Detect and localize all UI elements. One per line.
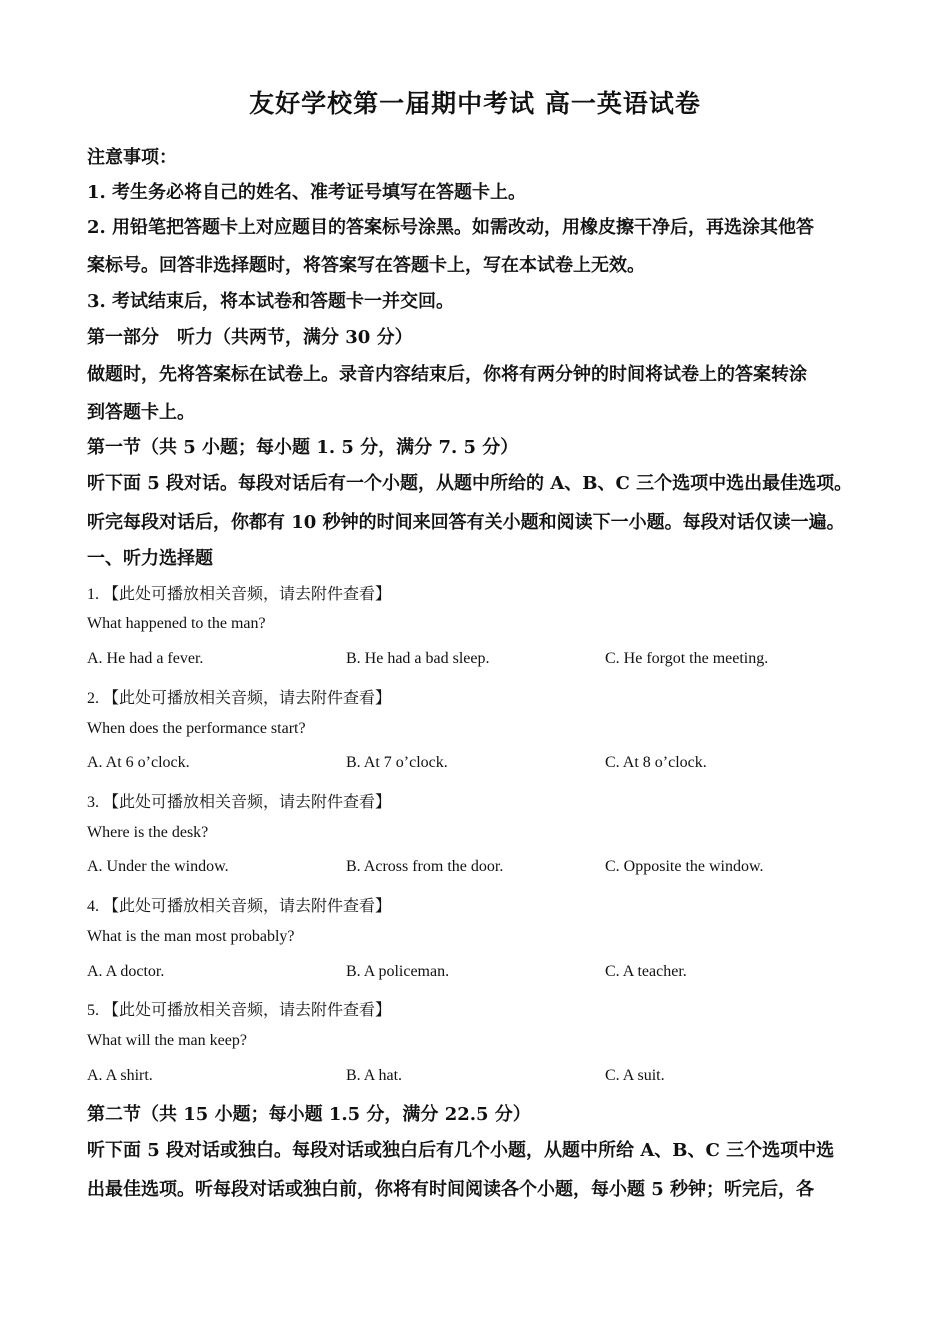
note-item: 案标号。回答非选择题时，将答案写在答题卡上，写在本试卷上无效。	[87, 255, 645, 276]
question-stem: What is the man most probably?	[87, 928, 295, 945]
section2-intro: 出最佳选项。听每段对话或独白前，你将有时间阅读各个小题，每小题 5 秒钟；听完后，各	[87, 1179, 815, 1200]
option-b: B. He had a bad sleep.	[346, 650, 490, 667]
option-b: B. A policeman.	[346, 963, 450, 980]
option-b: B. Across from the door.	[346, 858, 504, 875]
option-c: C. Opposite the window.	[605, 858, 764, 875]
part1-heading: 第一部分 听力（共两节，满分 30 分）	[87, 327, 413, 348]
option-a: A. He had a fever.	[87, 650, 204, 667]
notes-heading: 注意事项：	[87, 147, 177, 168]
question-stem: When does the performance start?	[87, 720, 306, 737]
option-c: C. A suit.	[605, 1067, 665, 1084]
option-c: C. At 8 o’clock.	[605, 754, 707, 771]
audio-link[interactable]: 4. 【此处可播放相关音频，请去附件查看】	[87, 898, 392, 915]
note-item: 2. 用铅笔把答题卡上对应题目的答案标号涂黑。如需改动，用橡皮擦干净后，再选涂其他答	[87, 217, 815, 238]
section1-intro: 听完每段对话后，你都有 10 秒钟的时间来回答有关小题和阅读下一小题。每段对话仅读一遍。	[87, 512, 845, 533]
section1-intro: 听下面 5 段对话。每段对话后有一个小题，从题中所给的 A、B、C 三个选项中选出最佳选项。	[87, 473, 853, 494]
audio-link[interactable]: 3. 【此处可播放相关音频，请去附件查看】	[87, 794, 392, 811]
section1-heading: 第一节（共 5 小题；每小题 1. 5 分，满分 7. 5 分）	[87, 437, 519, 458]
note-item: 1. 考生务必将自己的姓名、准考证号填写在答题卡上。	[87, 182, 527, 203]
part1-intro: 做题时，先将答案标在试卷上。录音内容结束后，你将有两分钟的时间将试卷上的答案转涂	[87, 364, 807, 385]
section1-subheading: 一、听力选择题	[87, 548, 213, 569]
audio-link[interactable]: 1. 【此处可播放相关音频，请去附件查看】	[87, 586, 392, 603]
section2-heading: 第二节（共 15 小题；每小题 1.5 分，满分 22.5 分）	[87, 1104, 531, 1125]
option-b: B. A hat.	[346, 1067, 403, 1084]
option-a: A. A doctor.	[87, 963, 165, 980]
section2-intro: 听下面 5 段对话或独白。每段对话或独白后有几个小题，从题中所给 A、B、C 三个选项中选	[87, 1140, 835, 1161]
option-a: A. A shirt.	[87, 1067, 153, 1084]
audio-link[interactable]: 5. 【此处可播放相关音频，请去附件查看】	[87, 1002, 392, 1019]
question-stem: Where is the desk?	[87, 824, 209, 841]
option-c: C. He forgot the meeting.	[605, 650, 769, 667]
option-b: B. At 7 o’clock.	[346, 754, 448, 771]
question-stem: What happened to the man?	[87, 615, 266, 632]
option-c: C. A teacher.	[605, 963, 687, 980]
question-stem: What will the man keep?	[87, 1032, 247, 1049]
note-item: 3. 考试结束后，将本试卷和答题卡一并交回。	[87, 291, 455, 312]
option-a: A. At 6 o’clock.	[87, 754, 190, 771]
exam-title: 友好学校第一届期中考试 高一英语试卷	[249, 89, 701, 118]
option-a: A. Under the window.	[87, 858, 229, 875]
audio-link[interactable]: 2. 【此处可播放相关音频，请去附件查看】	[87, 690, 392, 707]
part1-intro: 到答题卡上。	[87, 402, 195, 423]
